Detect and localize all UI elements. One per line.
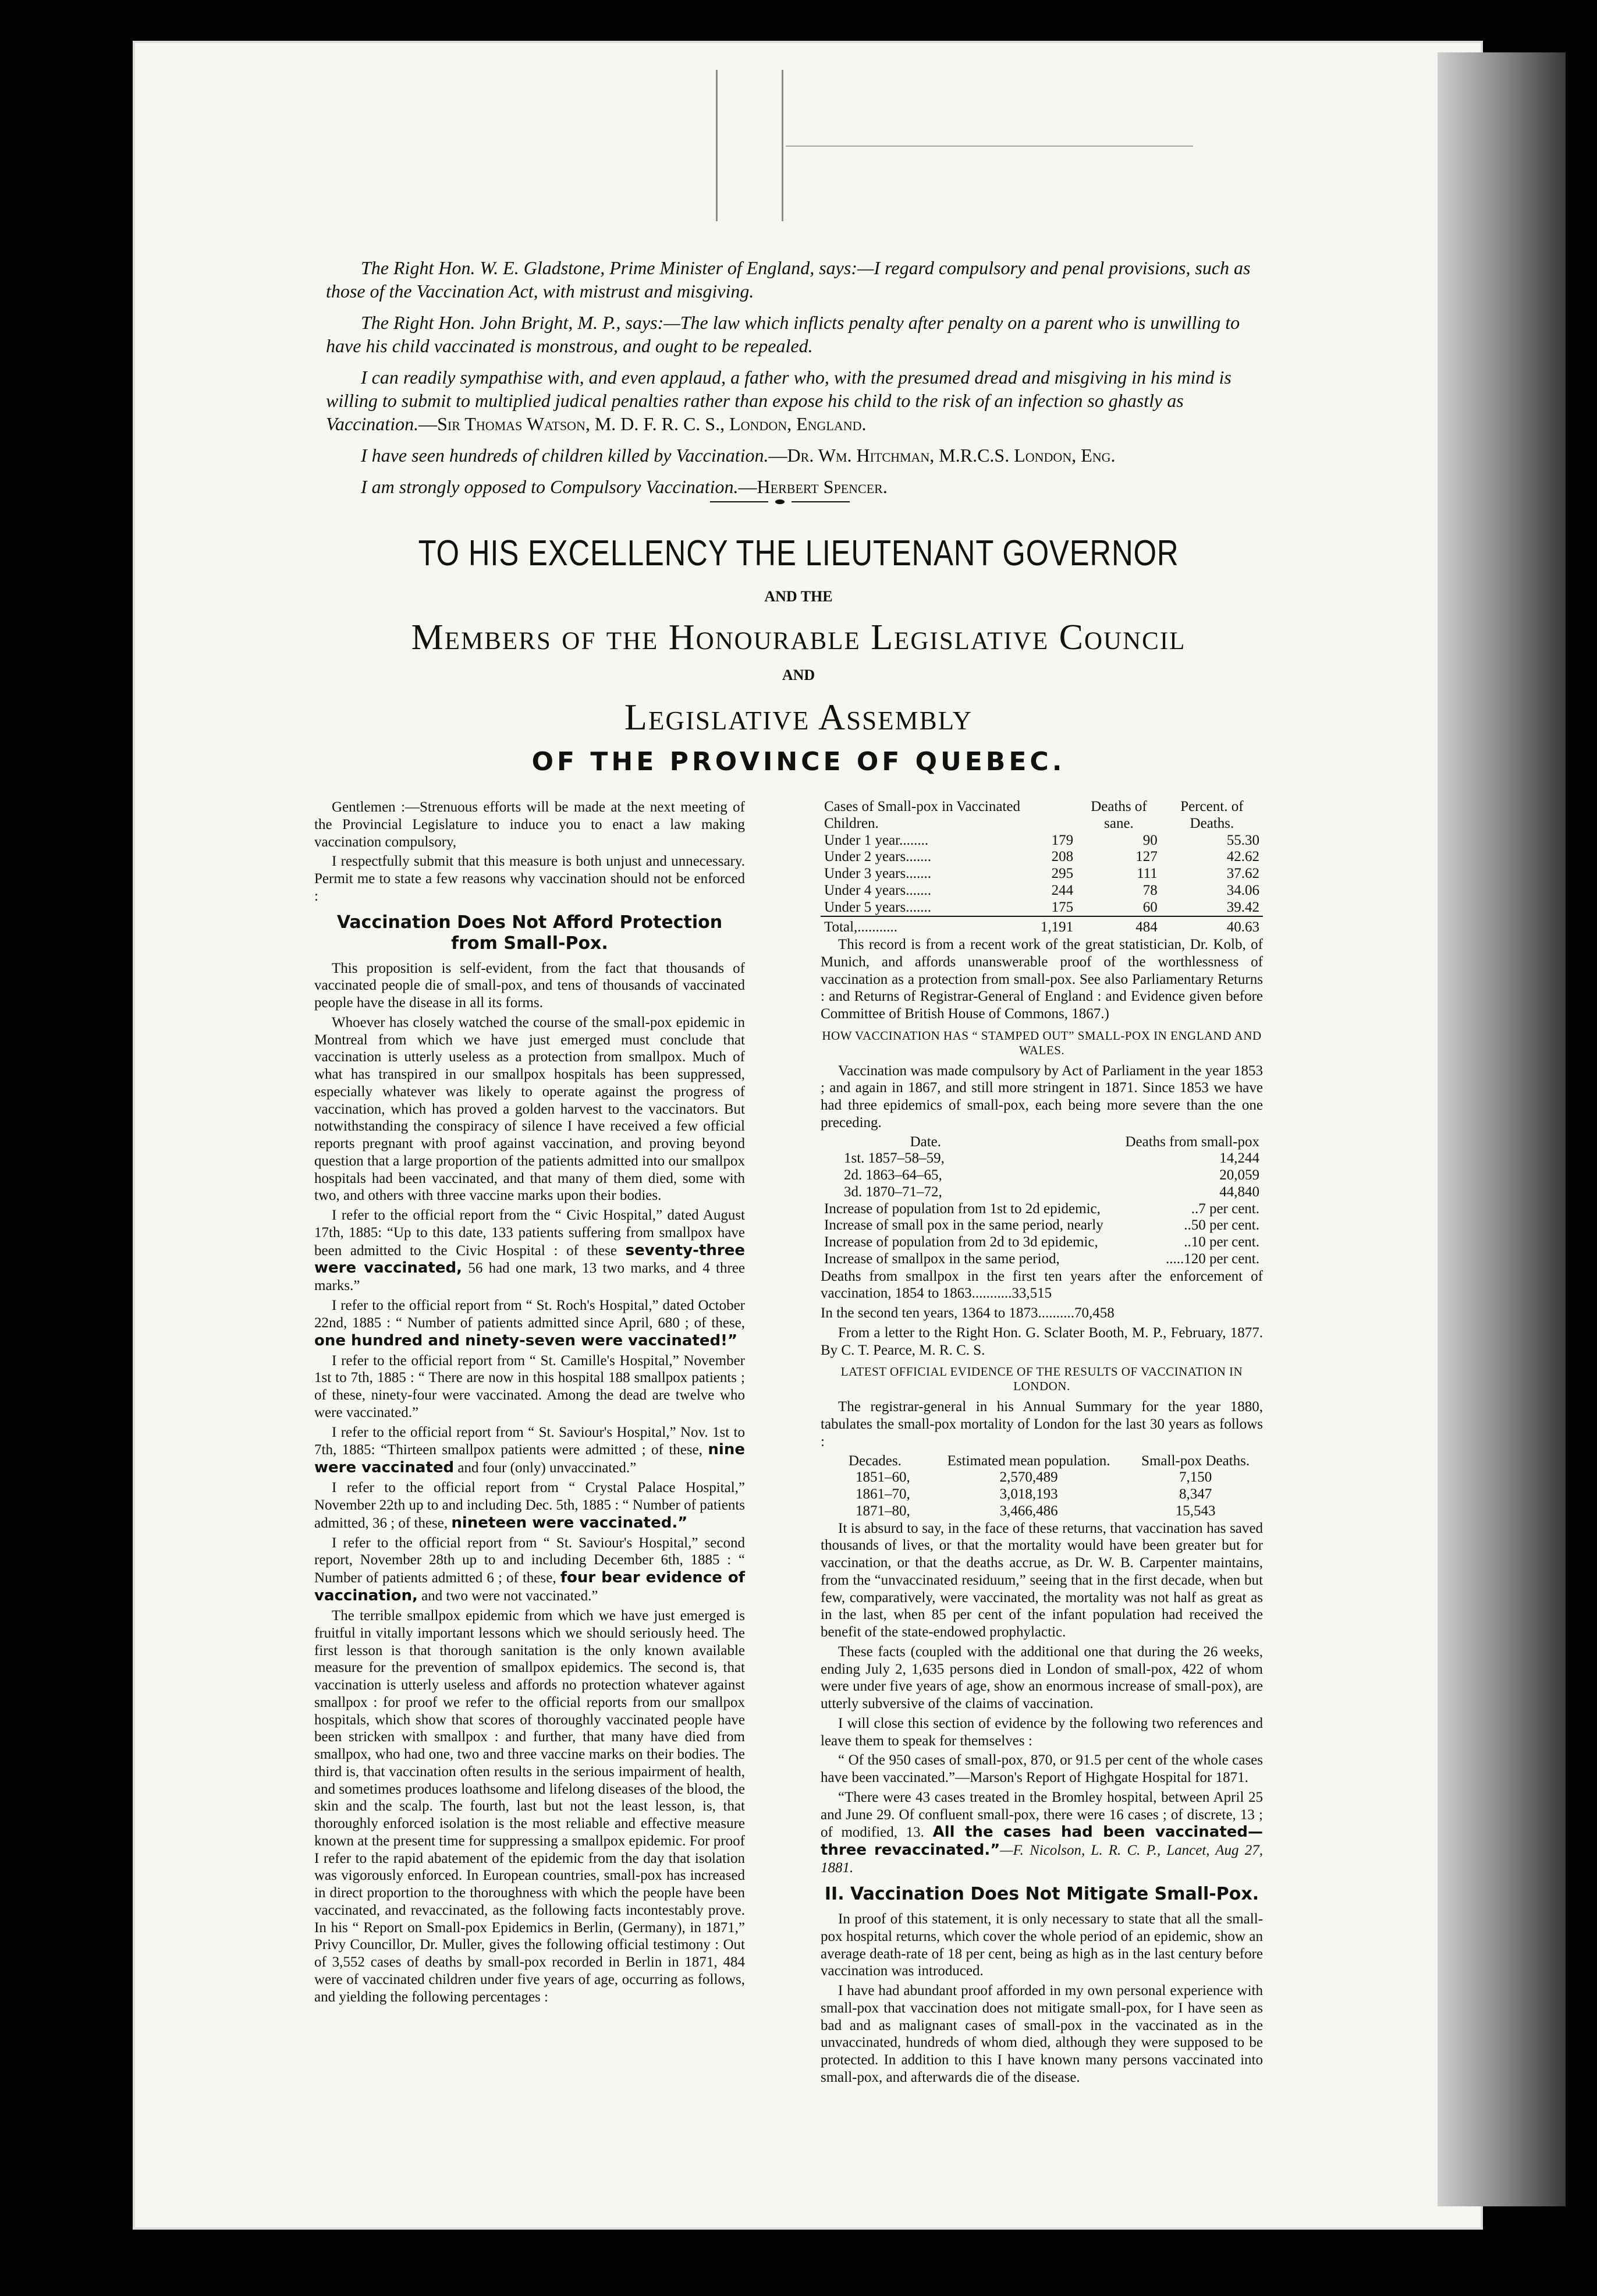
quotes-block: [326, 256, 1257, 506]
table-row: Increase of small pox in the same period, nearly ..50 per cent.: [824, 1217, 1259, 1234]
deaths-first: Deaths from smallpox in the first ten years after the enforcement of vaccination, 1854 to 1863...........33,515: [821, 1268, 1263, 1302]
berlin-table: Cases of Small-pox in Vaccinated Children. Deaths of sane. Percent. of Deaths. Under 1 year........ 179 90 55.30 Under 2 years....... 208 127 42.62 Under 3 years....... 295 111 37.62 Under 4 years....... 244 78 34.06 Under 5 years....... 175 60 39.42 Total,........... 1,191 484 40.63: [821, 799, 1263, 936]
heading-council: Members of the Honourable Legislative Council: [411, 618, 1186, 657]
heading-governor: TO HIS EXCELLENCY THE LIEUTENANT GOVERNOR: [418, 533, 1179, 573]
section-heading-2: II. Vaccination Does Not Mitigate Small-Pox.: [824, 1884, 1259, 1905]
table-row: 2d. 1863–64–65, 20,059: [844, 1167, 1259, 1184]
section-heading-1: Vaccination Does Not Afford Protection from Small-Pox.: [336, 912, 723, 954]
paragraph: I have had abundant proof afforded in my own personal experience with small-pox that vaccination does not mitigate small-pox, for I have seen as bad and as malignant cases of small-pox in the vaccinated as in the unvaccinated, hundreds of whom died, although they were supposed to be protected. In addition to this I have known many persons vaccinated into small-pox, and afterwards die of the disease.: [821, 1983, 1263, 2085]
st-roch-report: I refer to the official report from “ St. Roch's Hospital,” dated October 22nd, 1885 : “ Number of patients admitted since April, 680 ; of these, one hundred and ninety-seven were vaccinated!”: [314, 1298, 745, 1349]
lessons-paragraph: The terrible smallpox epidemic from which we have just emerged is fruitful in vitally important lessons which we should seriously heed. The first lesson is that thorough sanitation is the only known available measure for the prevention of smallpox epidemics. The second is, that vaccination is utterly useless and affords no protection whatever against smallpox : for proof we refer to the official reports from our smallpox hospitals, which show that scores of thoroughly vaccinated people have been stricken with smallpox : and further, that many have died from smallpox, who had one, two and three vaccine marks on their bodies. The third is, that vaccination often results in the serious impairment of health, and sometimes produces loathsome and lifelong diseases of the blood, the skin and the scalp. The fourth, last but not the least lesson, is, that thoroughly enforced isolation is the most reliable and effective measure known at the present time for suppressing a smallpox epidemic. For proof I refer to the rapid abatement of the epidemic from the day that isolation was vigorously enforced. In European countries, small-pox has increased in direct proportion to the thoroughness with which the people have been vaccinated, and revaccinated, as the following facts incontestably prove. In his “ Report on Small-pox Epidemics in Berlin, (Germany), in 1871,” Privy Councillor, Dr. Muller, gives the following official testimony : Out of 3,552 cases of deaths by small-pox recorded in Berlin in 1871, 484 were of vaccinated children under five years of age, occurring as follows, and yielding the following percentages :: [314, 1608, 745, 2005]
letter-citation: From a letter to the Right Hon. G. Sclater Booth, M. P., February, 1877. By C. T. Pearce, M. R. C. S.: [821, 1324, 1263, 1358]
table-row: Increase of population from 2d to 3d epidemic, ..10 per cent.: [824, 1234, 1259, 1250]
right-column: [821, 799, 1263, 2089]
table-row: 1861–70, 3,018,193 8,347: [856, 1486, 1212, 1503]
paragraph: It is absurd to say, in the face of these returns, that vaccination has saved thousands of lives, or that the mortality would have been greater but for vaccination, or that the deaths accrue, as Dr. W. B. Carpenter maintains, from the “unvaccinated residuum,” seeing that in the first decade, when but few, comparatively, were vaccinated, the mortality was not half as great as in the last, when 85 per cent of the infant population had received the benefit of the state-endowed prophylactic.: [821, 1520, 1263, 1640]
bleed-through-line: [786, 146, 1193, 147]
heading-province: OF THE PROVINCE OF QUEBEC.: [531, 747, 1066, 777]
table-row: Under 2 years....... 208 127 42.62: [824, 849, 1259, 865]
civic-hospital-report: I refer to the official report from the “ Civic Hospital,” dated August 17th, 1885: “Up to this date, 133 patients suffering from smallpox have been admitted to the Civic Hospital : of these seventy-three were vaccinated, 56 had one mark, 13 two marks, and 4 three marks.”: [314, 1207, 746, 1294]
ornament-divider: [710, 499, 850, 504]
st-saviour-report: I refer to the official report from “ St. Saviour's Hospital,” Nov. 1st to 7th, 1885: “Thirteen smallpox patients were admitted ; of these, nine were vaccinated and four (only) unvaccinated.”: [314, 1424, 745, 1477]
subheading-london: LATEST OFFICIAL EVIDENCE OF THE RESULTS OF VACCINATION IN LONDON.: [840, 1365, 1243, 1394]
st-saviour-second-report: I refer to the official report from “ St. Saviour's Hospital,” second report, November 28th up to and including December 6th, 1885 : “ Number of patients admitted 6 ; of these, four bear evidence of vaccination, and two were not vaccinated.”: [314, 1535, 746, 1605]
heading-and-the: AND THE: [764, 588, 833, 605]
table-row: Under 3 years....... 295 111 37.62: [824, 866, 1259, 881]
table-row: 1871–80, 3,466,486 15,543: [856, 1503, 1216, 1519]
table-row: Under 4 years....... 244 78 34.06: [824, 882, 1259, 898]
increase-stats: [821, 1201, 1263, 1268]
heading-assembly: Legislative Assembly: [624, 696, 973, 738]
quote-watson: I can readily sympathise with, and even applaud, a father who, with the presumed dread and misgiving in his mind is willing to submit to multiplied judical penalties rather than expose his child to the risk of an infection so ghastly as Vaccination.—Sir Thomas Watson, M. D. F. R. C. S., London, England.: [326, 367, 1232, 434]
paragraph: Whoever has closely watched the course of the small-pox epidemic in Montreal from which we have just emerged must conclude that vaccination is utterly useless as a protection from smallpox. Much of what has transpired in our smallpox hospitals has been suppressed, especially whatever was likely to operate against the progress of vaccination, which has proved a golden harvest to the vaccinators. But notwithstanding the conspiracy of silence I have received a few official reports pregnant with proof against vaccination, and proving beyond question that a large proportion of the patients admitted into our smallpox hospitals had been vaccinated, and that many of them died, some with two, and others with three vaccine marks upon their bodies.: [314, 1014, 745, 1204]
paragraph: The registrar-general in his Annual Summary for the year 1880, tabulates the small-pox mortality of London for the last 30 years as follows :: [821, 1399, 1263, 1450]
page-edge-shadow: [1438, 52, 1566, 2206]
epidemics-table: Date. Deaths from small-pox 1st. 1857–58–59, 14,244 2d. 1863–64–65, 20,059 3d. 1870–71–72, 44,840: [821, 1134, 1263, 1201]
bromley-quote: “There were 43 cases treated in the Bromley hospital, between April 25 and June 29. Of confluent small-pox, there were 16 cases ; of discrete, 13 ; of modified, 13. All the cases had been vaccinated—three revaccinated.”—F. Nicolson, L. R. C. P., Lancet, Aug 27, 1881.: [821, 1789, 1263, 1876]
heading-and: AND: [782, 667, 815, 683]
deaths-second: In the second ten years, 1364 to 1873..........70,458: [821, 1305, 1115, 1321]
paragraph: These facts (coupled with the additional one that during the 26 weeks, ending July 2, 1,635 persons died in London of small-pox, 422 of whom were under five years of age, show an enormous increase of small-pox), are utterly subversive of the claims of vaccination.: [821, 1643, 1263, 1712]
paragraph: In proof of this statement, it is only necessary to state that all the small-pox hospital returns, which cover the whole period of an epidemic, show an average death-rate of 18 per cent, being as high as in the last century before vaccination was introduced.: [821, 1911, 1263, 1979]
table-row: Increase of smallpox in the same period, .....120 per cent.: [824, 1250, 1259, 1267]
left-column: [314, 799, 745, 2008]
quote-gladstone: The Right Hon. W. E. Gladstone, Prime Minister of England, says:—I regard compulsory and penal provisions, such as those of the Vaccination Act, with mistrust and misgiving.: [326, 257, 1251, 302]
paragraph: This proposition is self-evident, from the fact that thousands of vaccinated people die of small-pox, and tens of thousands of vaccinated people have the disease in all its forms.: [314, 960, 745, 1011]
salutation: Gentlemen :—Strenuous efforts will be made at the next meeting of the Provincial Legislature to induce you to enact a law making vaccination compulsory,: [314, 799, 745, 850]
kolb-paragraph: This record is from a recent work of the great statistician, Dr. Kolb, of Munich, and affords unanswerable proof of the worthlessness of vaccination as a protection from small-pox. See also Parliamentary Returns : and Returns of Registrar-General of England : and Evidence given before Committee of British House of Commons, 1867.): [821, 937, 1263, 1022]
london-table: Decades. Estimated mean population. Small-pox Deaths. 1851–60, 2,570,489 7,150 1861–70, 3,018,193 8,347 1871–80, 3,466,486 15,543: [821, 1453, 1263, 1520]
table-total-row: Total,........... 1,191 484 40.63: [821, 916, 1263, 936]
st-camille-report: I refer to the official report from “ St. Camille's Hospital,” November 1st to 7th, 1885 : “ There are now in this hospital 188 smallpox patients ; of these, ninety-four were vaccinated. Among the dead are twelve who were vaccinated.”: [314, 1352, 745, 1420]
quote-spencer: I am strongly opposed to Compulsory Vaccination.—Herbert Spencer.: [361, 476, 888, 497]
quote-hitchman: I have seen hundreds of children killed by Vaccination.—Dr. Wm. Hitchman, M.R.C.S. London, Eng.: [361, 445, 1116, 466]
bleed-through-mark: [716, 70, 783, 221]
table-row: 3d. 1870–71–72, 44,840: [844, 1184, 1259, 1200]
subheading-england: HOW VACCINATION HAS “ STAMPED OUT” SMALL-POX IN ENGLAND AND WALES.: [822, 1028, 1262, 1057]
table-row: 1851–60, 2,570,489 7,150: [856, 1469, 1212, 1486]
quote-bright: The Right Hon. John Bright, M. P., says:—The law which inflicts penalty after penalty on a parent who is unwilling to have his child vaccinated is monstrous, and ought to be repealed.: [326, 312, 1240, 356]
crystal-palace-report: I refer to the official report from “ Crystal Palace Hospital,” November 22th up to and including Dec. 5th, 1885 : “ Number of patients admitted, 36 ; of these, nineteen were vaccinated.”: [314, 1480, 745, 1532]
table-row: Increase of population from 1st to 2d epidemic, ..7 per cent.: [824, 1200, 1259, 1217]
table-row: Under 5 years....... 175 60 39.42: [824, 899, 1259, 915]
table-row: Under 1 year........ 179 90 55.30: [824, 832, 1259, 848]
marson-quote: “ Of the 950 cases of small-pox, 870, or 91.5 per cent of the whole cases have been vaccinated.”—Marson's Report of Highgate Hospital for 1871.: [821, 1752, 1263, 1786]
table-row: 1st. 1857–58–59, 14,244: [844, 1150, 1259, 1167]
paragraph: I respectfully submit that this measure is both unjust and unnecessary. Permit me to state a few reasons why vaccination should not be enforced :: [314, 853, 745, 904]
paragraph: Vaccination was made compulsory by Act of Parliament in the year 1853 ; and again in 1867, and still more stringent in 1871. Since 1853 we have had three epidemics of small-pox, each being more severe than the one preceding.: [821, 1062, 1263, 1131]
paragraph: I will close this section of evidence by the following two references and leave them to speak for themselves :: [821, 1715, 1263, 1749]
